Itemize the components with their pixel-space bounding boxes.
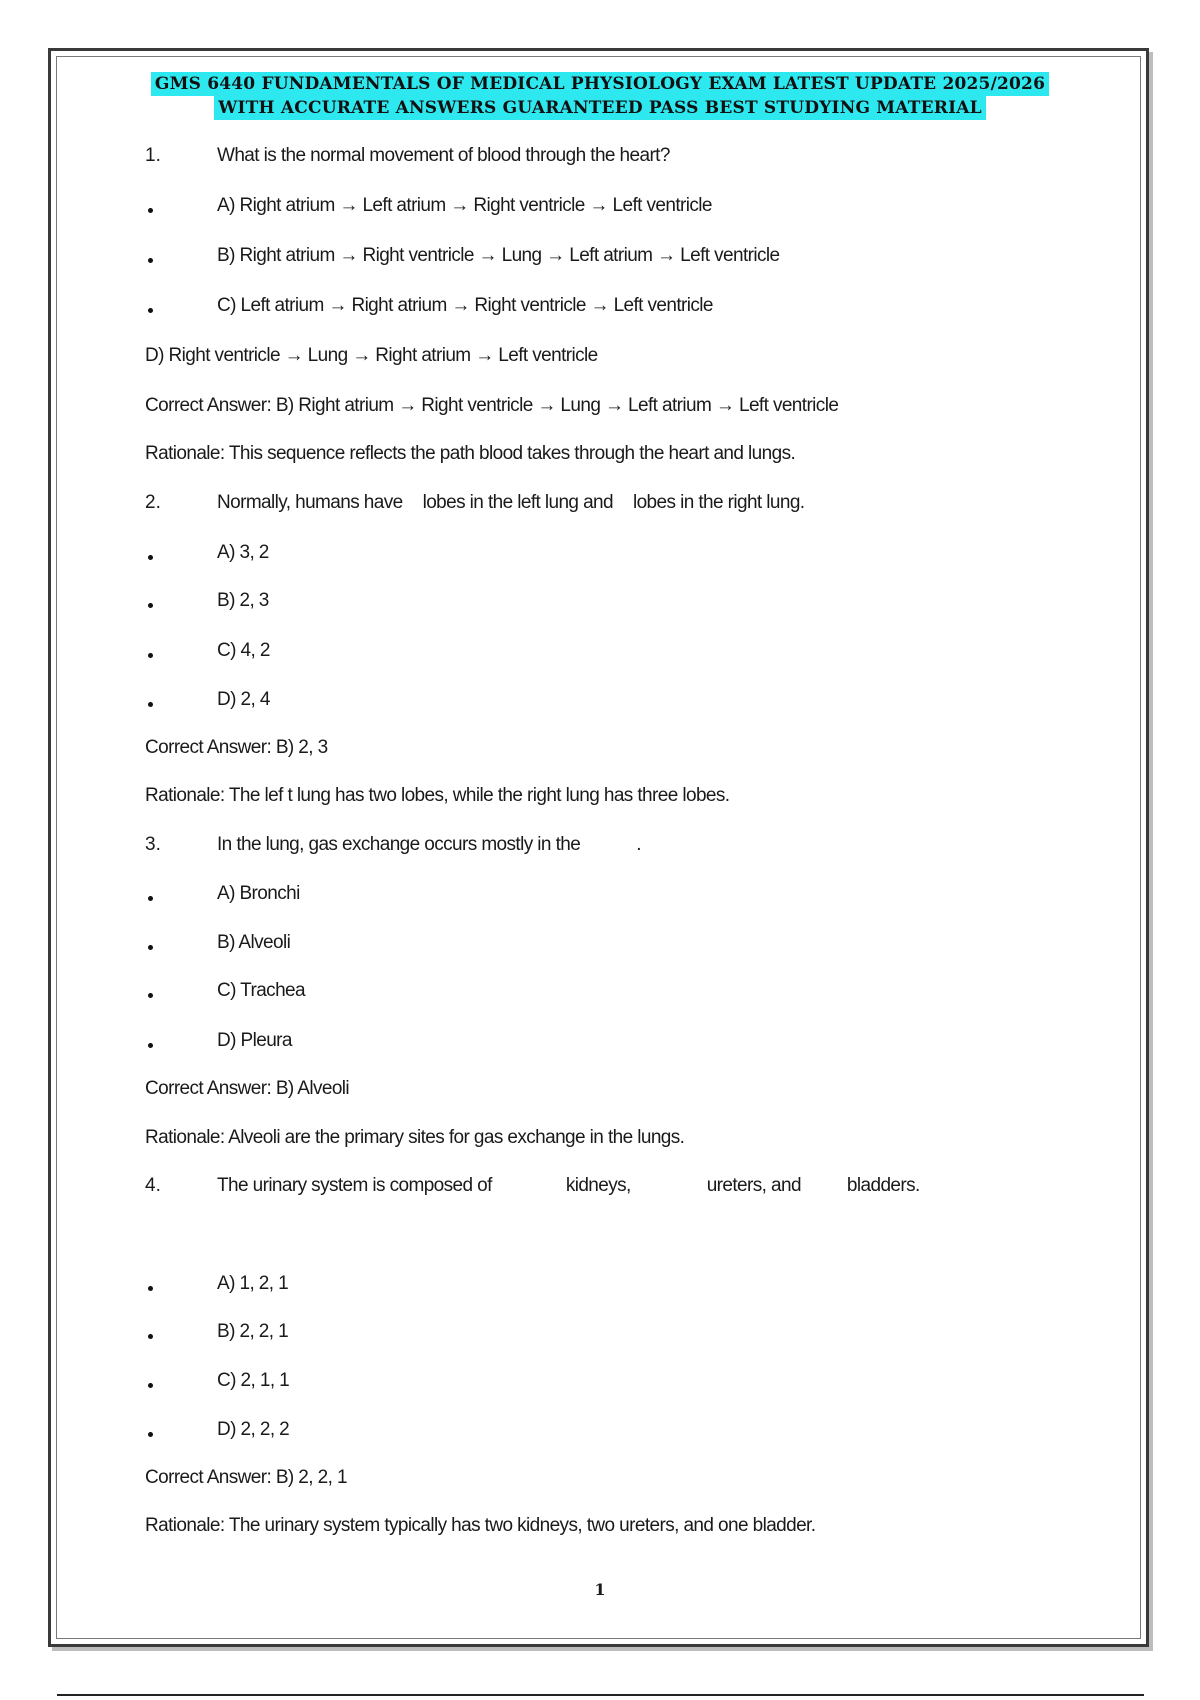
bullet-icon bbox=[148, 308, 153, 313]
question-2-option-d: D) 2, 4 bbox=[217, 689, 270, 710]
bullet-icon bbox=[148, 258, 153, 263]
question-1-option-c: C) Left atrium → Right atrium → Right ventricle → Left ventricle bbox=[217, 295, 713, 316]
question-2-option-a: A) 3, 2 bbox=[217, 542, 269, 563]
question-4-text-part-3: ureters, and bbox=[706, 1175, 801, 1196]
question-3-text-part-1: In the lung, gas exchange occurs mostly in the bbox=[217, 834, 581, 855]
title-line-1: GMS 6440 FUNDAMENTALS OF MEDICAL PHYSIOLOGY EXAM LATEST UPDATE 2025/2026 bbox=[151, 72, 1049, 96]
question-3-correct-answer: Correct Answer: B) Alveoli bbox=[145, 1078, 350, 1099]
question-4-number: 4. bbox=[145, 1175, 161, 1196]
question-4-correct-answer: Correct Answer: B) 2, 2, 1 bbox=[145, 1467, 347, 1488]
question-2-option-b: B) 2, 3 bbox=[217, 590, 269, 611]
bullet-icon bbox=[148, 1334, 153, 1339]
question-1-number: 1. bbox=[145, 145, 161, 166]
question-2-rationale: Rationale: The lef t lung has two lobes, while the right lung has three lobes. bbox=[145, 785, 730, 806]
title-line-2: WITH ACCURATE ANSWERS GUARANTEED PASS BEST STUDYING MATERIAL bbox=[214, 96, 986, 120]
question-3-option-d: D) Pleura bbox=[217, 1030, 292, 1051]
question-4-text-part-4: bladders. bbox=[846, 1175, 920, 1196]
question-2-correct-answer: Correct Answer: B) 2, 3 bbox=[145, 737, 328, 758]
document-title bbox=[0, 72, 1200, 120]
question-2-option-c: C) 4, 2 bbox=[217, 640, 270, 661]
bullet-icon bbox=[148, 1432, 153, 1437]
question-3-text bbox=[217, 833, 641, 857]
question-4-option-b: B) 2, 2, 1 bbox=[217, 1321, 289, 1342]
bullet-icon bbox=[148, 896, 153, 901]
bullet-icon bbox=[148, 945, 153, 950]
question-1-option-d: D) Right ventricle → Lung → Right atrium → Left ventricle bbox=[145, 345, 598, 366]
question-3-option-c: C) Trachea bbox=[217, 980, 305, 1001]
question-1-correct-answer: Correct Answer: B) Right atrium → Right ventricle → Lung → Left atrium → Left ventricle bbox=[145, 395, 839, 416]
bullet-icon bbox=[148, 208, 153, 213]
question-4-option-c: C) 2, 1, 1 bbox=[217, 1370, 290, 1391]
question-4-option-d: D) 2, 2, 2 bbox=[217, 1419, 290, 1440]
bullet-icon bbox=[148, 603, 153, 608]
bullet-icon bbox=[148, 1383, 153, 1388]
page-number: 1 bbox=[594, 1580, 606, 1599]
question-3-option-b: B) Alveoli bbox=[217, 932, 291, 953]
question-1-option-a: A) Right atrium → Left atrium → Right ventricle → Left ventricle bbox=[217, 195, 712, 216]
question-3-number: 3. bbox=[145, 834, 161, 855]
question-1-option-b: B) Right atrium → Right ventricle → Lung → Left atrium → Left ventricle bbox=[217, 245, 780, 266]
question-1-rationale: Rationale: This sequence reflects the path blood takes through the heart and lungs. bbox=[145, 443, 796, 464]
bullet-icon bbox=[148, 555, 153, 560]
question-2-text bbox=[217, 491, 804, 515]
footer-divider bbox=[57, 1694, 1144, 1696]
question-3-text-part-2: . bbox=[636, 834, 641, 855]
bullet-icon bbox=[148, 1043, 153, 1048]
question-2-number: 2. bbox=[145, 492, 161, 513]
question-4-text-part-1: The urinary system is composed of bbox=[217, 1175, 492, 1196]
question-2-text-part-2: lobes in the left lung and bbox=[422, 492, 613, 513]
question-1-text: What is the normal movement of blood through the heart? bbox=[217, 145, 670, 166]
question-4-rationale: Rationale: The urinary system typically has two kidneys, two ureters, and one bladder. bbox=[145, 1515, 816, 1536]
question-3-option-a: A) Bronchi bbox=[217, 883, 300, 904]
question-2-text-part-3: lobes in the right lung. bbox=[632, 492, 805, 513]
question-4-option-a: A) 1, 2, 1 bbox=[217, 1273, 289, 1294]
question-3-rationale: Rationale: Alveoli are the primary sites for gas exchange in the lungs. bbox=[145, 1127, 685, 1148]
bullet-icon bbox=[148, 1286, 153, 1291]
question-4-text-part-2: kidneys, bbox=[565, 1175, 631, 1196]
bullet-icon bbox=[148, 993, 153, 998]
question-2-text-part-1: Normally, humans have bbox=[217, 492, 403, 513]
question-4-text bbox=[217, 1174, 920, 1198]
bullet-icon bbox=[148, 653, 153, 658]
bullet-icon bbox=[148, 702, 153, 707]
